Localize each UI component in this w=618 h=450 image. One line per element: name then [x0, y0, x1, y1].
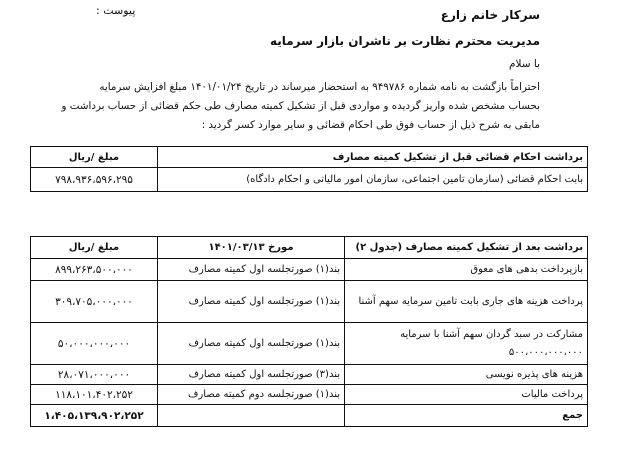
row-ref: بند(۱) صورتجلسه دوم کمیته مصارف — [158, 385, 345, 405]
row-amount: ۸۹۹،۲۶۳،۵۰۰،۰۰۰ — [31, 259, 158, 281]
greeting: با سلام — [508, 58, 540, 70]
row-desc: پرداخت مالیات — [345, 385, 588, 405]
row-amount: ۳۰۹،۷۰۵،۰۰۰،۰۰۰ — [31, 281, 158, 323]
table2-header-ref: مورخ ۱۴۰۱/۰۳/۱۳ — [158, 237, 345, 259]
table-row — [31, 281, 588, 323]
row-amount: ۱۱۸،۱۰۱،۴۰۲،۲۵۲ — [31, 385, 158, 405]
attachment-label: پیوست : — [96, 4, 136, 17]
body-line: مابقی به شرح ذیل از حساب فوق طی احکام قضائی و سایر موارد کسر گردید : — [201, 119, 540, 131]
table-row — [31, 323, 588, 365]
body-line: بحساب مشخص شده واریز گردیده و مواردی قبل از تشکیل کمیته مصارف طی حکم قضائی از حساب برداشت و — [61, 100, 540, 112]
total-row — [31, 405, 588, 427]
recipient-title: مدیریت محترم نظارت بر ناشران بازار سرمایه — [269, 34, 540, 48]
post-committee-table — [30, 236, 588, 427]
row-desc: مشارکت در سبد گردان سهم آشنا با سرمایه ۵۰۰،۰۰۰،۰۰۰،۰۰۰ — [345, 323, 588, 365]
total-label: جمع — [345, 405, 588, 427]
row-amount: ۲۸،۰۷۱،۰۰۰،۰۰۰ — [31, 365, 158, 385]
row-ref: بند(۱) صورتجلسه اول کمیته مصارف — [158, 259, 345, 281]
table-row — [31, 365, 588, 385]
row-amount: ۵۰،۰۰۰،۰۰۰،۰۰۰ — [31, 323, 158, 365]
total-ref-empty — [158, 405, 345, 427]
table2-header-amount: مبلغ /ریال — [31, 237, 158, 259]
table-row — [31, 259, 588, 281]
row-desc: بازپرداخت بدهی های معوق — [345, 259, 588, 281]
table1-header-desc: برداشت احکام قضائی قبل از تشکیل کمیته مصارف — [158, 147, 588, 168]
table1-header-amount: مبلغ /ریال — [31, 147, 158, 168]
table1-row-desc: بابت احکام قضائی (سازمان تامین اجتماعی، سازمان امور مالیاتی و احکام دادگاه) — [158, 168, 588, 192]
row-ref: بند(۱) صورتجلسه اول کمیته مصارف — [158, 281, 345, 323]
table1-row-amount: ۷۹۸،۹۳۶،۵۹۶،۲۹۵ — [31, 168, 158, 192]
body-paragraph — [32, 78, 540, 135]
total-amount: ۱،۴۰۵،۱۳۹،۹۰۲،۲۵۲ — [31, 405, 158, 427]
row-desc: هزینه های پذیره نویسی — [345, 365, 588, 385]
table-row — [31, 385, 588, 405]
table2-header-desc: برداشت بعد از تشکیل کمیته مصارف (جدول ۲) — [345, 237, 588, 259]
row-ref: بند(۱) صورتجلسه اول کمیته مصارف — [158, 323, 345, 365]
row-ref: بند(۳) صورتجلسه اول کمیته مصارف — [158, 365, 345, 385]
row-desc: پرداخت هزینه های جاری بابت تامین سرمایه سهم آشنا — [345, 281, 588, 323]
pre-committee-table — [30, 146, 588, 192]
salutation-to: سرکار خانم زارع — [440, 8, 540, 22]
body-line: احتراماً بازگشت به نامه شماره ۹۴۹۷۸۶ به استحضار میرساند در تاریخ ۱۴۰۱/۰۱/۲۴ مبلغ افزایش سرمایه — [99, 81, 540, 93]
